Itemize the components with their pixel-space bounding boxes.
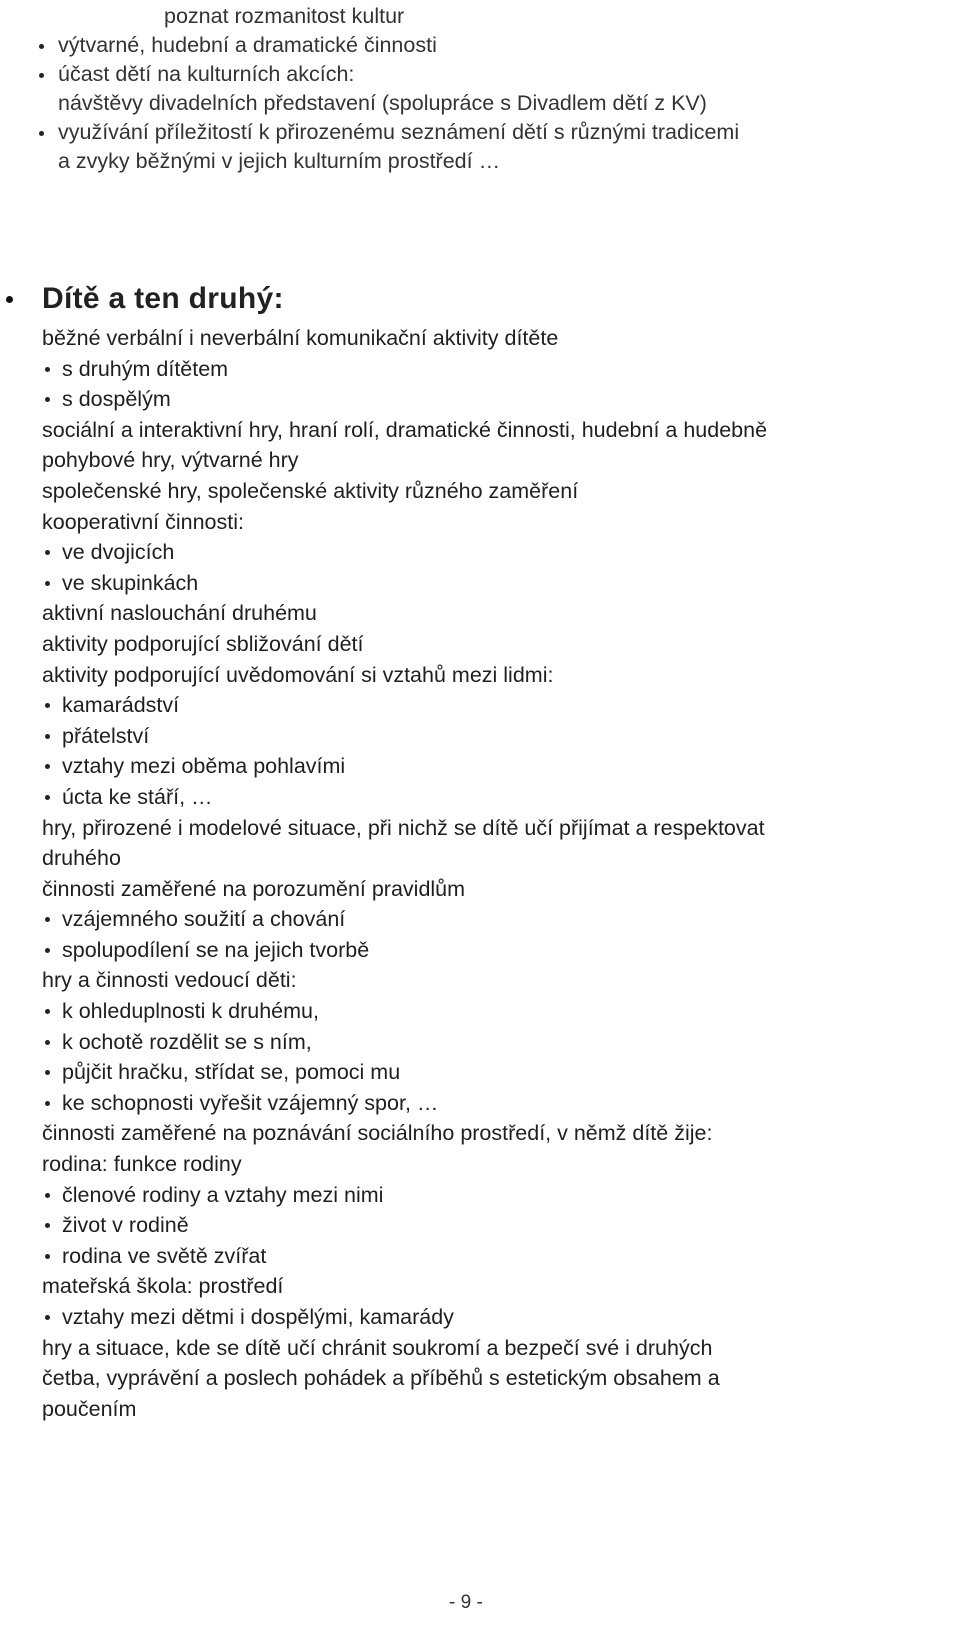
- paragraph-line: činnosti zaměřené na poznávání sociálního prostředí, v němž dítě žije:: [42, 1121, 713, 1146]
- paragraph-line: druhého: [42, 846, 121, 871]
- list-item-continuation: návštěvy divadelních představení (spolupráce s Divadlem dětí z KV): [58, 91, 707, 115]
- paragraph-line: aktivity podporující sbližování dětí: [42, 631, 364, 656]
- section-body: [42, 323, 957, 1424]
- paragraph-line: pohybové hry, výtvarné hry: [42, 448, 299, 473]
- list-item: kamarádství: [42, 690, 957, 721]
- paragraph-line: aktivity podporující uvědomování si vztahů mezi lidmi:: [42, 662, 554, 687]
- paragraph-line: hry, přirozené i modelové situace, při nichž se dítě učí přijímat a respektovat: [42, 815, 765, 840]
- paragraph-line: poučením: [42, 1396, 137, 1421]
- paragraph-line: rodina: funkce rodiny: [42, 1152, 242, 1177]
- list-item: rodina ve světě zvířat: [42, 1241, 957, 1272]
- list-item: vzájemného soužití a chování: [42, 904, 957, 935]
- list-item: půjčit hračku, střídat se, pomoci mu: [42, 1057, 957, 1088]
- list-item: ve dvojicích: [42, 537, 957, 568]
- list-item: přátelství: [42, 721, 957, 752]
- list-item-continuation: a zvyky běžnými v jejich kulturním prostředí …: [58, 149, 501, 173]
- paragraph-line: sociální a interaktivní hry, hraní rolí, dramatické činnosti, hudební a hudebně: [42, 417, 768, 442]
- list-item: vztahy mezi dětmi i dospělými, kamarády: [42, 1302, 957, 1333]
- list-item: vztahy mezi oběma pohlavími: [42, 751, 957, 782]
- list-item: s dospělým: [42, 384, 957, 415]
- list-item: ke schopnosti vyřešit vzájemný spor, …: [42, 1088, 957, 1119]
- section-heading-row: [0, 280, 960, 320]
- list-item: využívání příležitostí k přirozenému seznámení dětí s různými tradicemi: [36, 118, 936, 147]
- paragraph-line: kooperativní činnosti:: [42, 509, 244, 534]
- list-item: s druhým dítětem: [42, 354, 957, 385]
- page-number: - 9 -: [449, 1592, 483, 1613]
- paragraph-line: aktivní naslouchání druhému: [42, 601, 317, 626]
- paragraph-line: četba, vyprávění a poslech pohádek a příběhů s estetickým obsahem a: [42, 1366, 720, 1391]
- list-item: členové rodiny a vztahy mezi nimi: [42, 1180, 957, 1211]
- paragraph-line: hry a činnosti vedoucí děti:: [42, 968, 297, 993]
- section-heading: Dítě a ten druhý:: [42, 282, 284, 315]
- paragraph-line: mateřská škola: prostředí: [42, 1274, 284, 1299]
- paragraph-line: běžné verbální i neverbální komunikační aktivity dítěte: [42, 326, 559, 350]
- bullet-icon: [6, 296, 13, 303]
- list-item: úcta ke stáří, …: [42, 782, 957, 813]
- list-item: spolupodílení se na jejich tvorbě: [42, 935, 957, 966]
- list-item: ve skupinkách: [42, 568, 957, 599]
- paragraph-line: hry a situace, kde se dítě učí chránit soukromí a bezpečí své i druhých: [42, 1335, 713, 1360]
- list-item: výtvarné, hudební a dramatické činnosti: [36, 31, 936, 60]
- paragraph-line: společenské hry, společenské aktivity různého zaměření: [42, 478, 579, 503]
- list-item: život v rodině: [42, 1210, 957, 1241]
- list-item: k ohleduplnosti k druhému,: [42, 996, 957, 1027]
- list-continuation: poznat rozmanitost kultur: [164, 4, 405, 28]
- culture-activities-list: [36, 2, 936, 176]
- paragraph-line: činnosti zaměřené na porozumění pravidlům: [42, 876, 466, 901]
- list-item: k ochotě rozdělit se s ním,: [42, 1027, 957, 1058]
- list-item: účast dětí na kulturních akcích:: [36, 60, 936, 89]
